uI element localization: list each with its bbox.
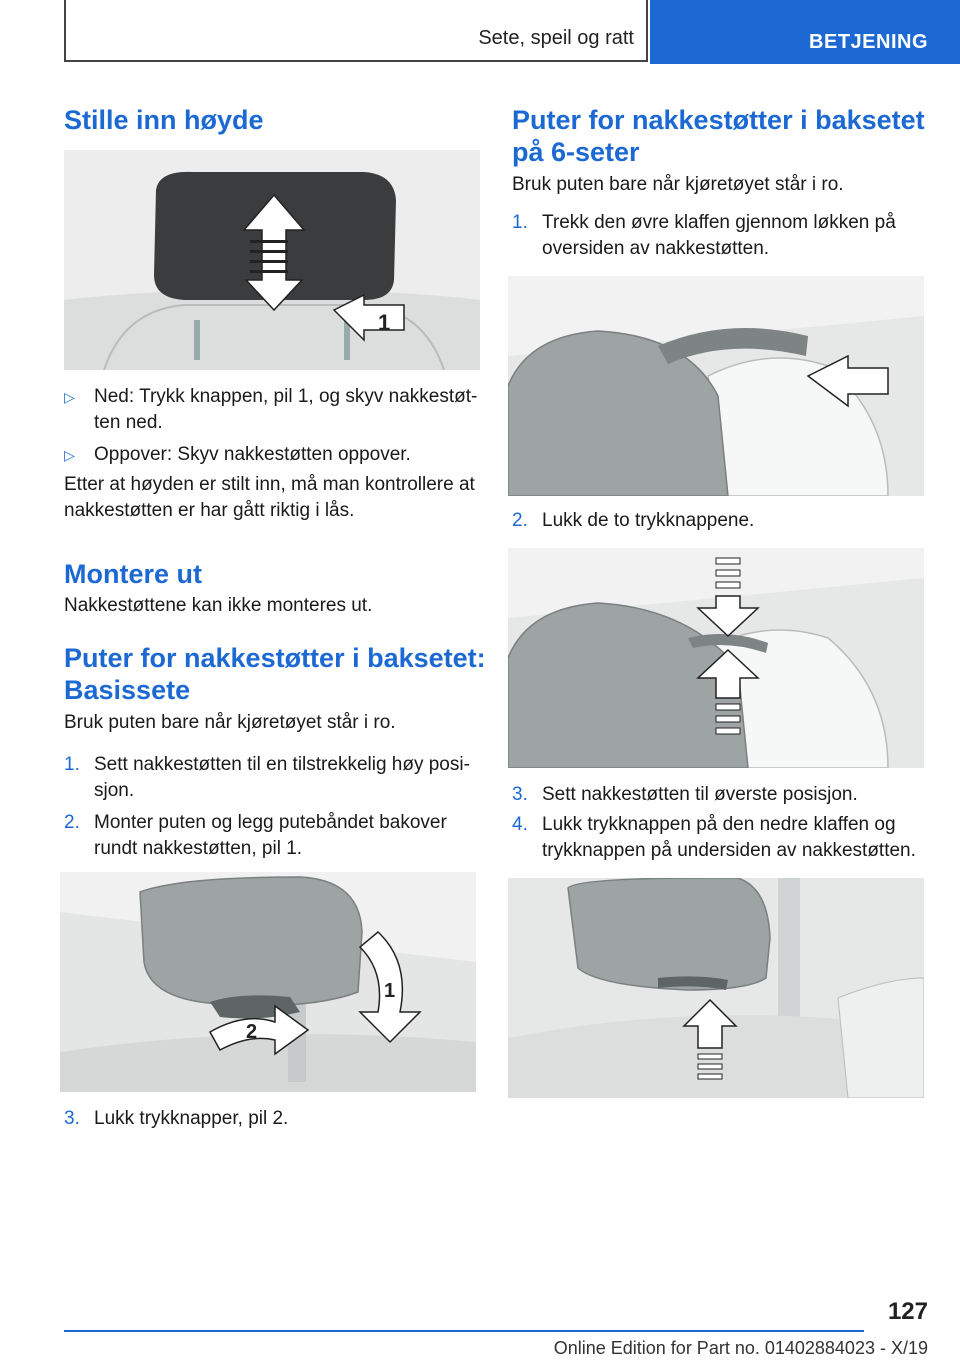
triangle-bullet-icon: ▷ — [64, 447, 75, 463]
footer-rule — [64, 1330, 864, 1332]
section-title: Sete, speil og ratt — [478, 27, 634, 49]
figure-pull-flap — [508, 276, 924, 496]
figure-cushion-install — [60, 872, 476, 1092]
figure-close-snaps — [508, 548, 924, 768]
list-item: ▷ Ned: Trykk knappen, pil 1, og skyv nakkestøtten ned. — [64, 386, 478, 433]
heading-remove: Montere ut — [64, 559, 202, 589]
list-item: 2. Monter puten og legg putebåndet bakover rundt nakkestøtten, pil 1. — [64, 812, 447, 859]
list-item: 1. Sett nakkestøtten til en tilstrekkelig høy posisjon. — [64, 754, 470, 801]
fig1-arrow-number: 1 — [378, 310, 391, 335]
page-header — [64, 0, 960, 64]
heading-cushion-basic-seat: Puter for nakkestøtter i baksetet: Basissete — [64, 643, 486, 705]
list-item: 2. Lukk de to trykknappene. — [512, 510, 755, 531]
figure-headrest-height — [64, 150, 480, 370]
footer-edition-text: Online Edition for Part no. 01402884023 - X/19 — [553, 1338, 928, 1358]
fig2-arrow1-number: 1 — [384, 980, 396, 1002]
section-title-box — [64, 0, 648, 62]
list-item: 3. Sett nakkestøtten til øverste posisjon. — [512, 784, 858, 805]
list-item: ▷ Oppover: Skyv nakkestøtten oppover. — [64, 442, 480, 468]
chapter-tab[interactable] — [650, 0, 960, 64]
page-number: 127 — [887, 1298, 928, 1325]
list-item: 3. Lukk trykknapper, pil 2. — [64, 1108, 289, 1129]
list-item: 4. Lukk trykknappen på den nedre klaffen og trykknappen på undersiden av nakkestøtten. — [512, 814, 916, 861]
triangle-bullet-icon: ▷ — [64, 389, 75, 405]
heading-cushion-six-seat: Puter for nakkestøtter i baksetet på 6-seter — [512, 105, 925, 167]
list-item: 1. Trekk den øvre klaffen gjennom løkken på oversiden av nakkestøtten. — [512, 212, 896, 259]
fig2-arrow2-number: 2 — [246, 1021, 258, 1043]
figure-lower-flap — [508, 878, 924, 1098]
heading-adjust-height: Stille inn høyde — [64, 105, 264, 135]
paragraph-six: Bruk puten bare når kjøretøyet står i ro. — [512, 174, 844, 195]
paragraph-remove: Nakkestøttene kan ikke monteres ut. — [64, 595, 373, 616]
chapter-tab-label: BETJENING — [809, 31, 928, 53]
paragraph-basis: Bruk puten bare når kjøretøyet står i ro. — [64, 712, 396, 733]
paragraph-check-lock: Etter at høyden er stilt inn, må man kontrollere at nakkestøtten er har gått riktig i lås. — [64, 474, 475, 521]
